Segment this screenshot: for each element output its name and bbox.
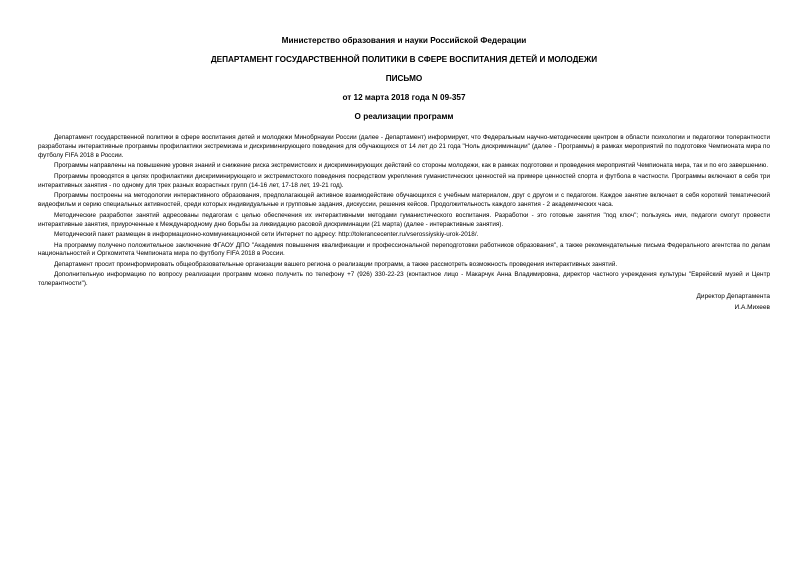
paragraph: Департамент просит проинформировать общеобразовательные организации вашего региона о реализации программ, а также рассмотреть возможность проведения интерактивных занятий.	[54, 260, 618, 268]
document-subject: О реализации программ	[354, 112, 454, 121]
paragraph: Методические разработки занятий адресованы педагогам с целью обеспечения их интерактивными методами гуманистического воспитания. Разработки - это готовые занятия "под ключ"; пользуясь ими, педагоги смогут провести интерактивные занятия, приуроченные к Международному дню борьбы за ликвидацию расовой дискриминации (21 марта) (далее - интерактивные занятия).	[38, 211, 770, 228]
paragraph: Программы направлены на повышение уровня знаний и снижение риска экстремистских и дискриминирующих действий со стороны молодежи, как в рамках подготовки и проведения мероприятий Чемпионата мира, так и по его завершению.	[54, 162, 769, 170]
paragraph: Программы проводятся в целях профилактики дискриминирующего и экстремистского поведения посредством укрепления гуманистических ценностей на примере ценностей спорта и футбола в частности. Программы включают в себя три интерактивных занятия - по одному для трех разных возрастных групп (14-16 лет, 17-18 лет, 19-21 год).	[38, 172, 770, 189]
paragraph: Департамент государственной политики в сфере воспитания детей и молодежи Минобрнауки России (далее - Департамент) информирует, что Федеральным научно-методическим центром в области психологии и педагогики толерантности разработаны интерактивные программы профилактики экстремизма и дискриминирующего поведения для обучающихся от 14 лет до 21 года "Ноль дискриминации" (далее - Программы) в рамках мероприятий по подготовке Чемпионата мира по футболу FIFA 2018 в России.	[38, 134, 770, 159]
department-name: ДЕПАРТАМЕНТ ГОСУДАРСТВЕННОЙ ПОЛИТИКИ В СФЕРЕ ВОСПИТАНИЯ ДЕТЕЙ И МОЛОДЕЖИ	[210, 55, 598, 64]
paragraph: Дополнительную информацию по вопросу реализации программ можно получить по телефону +7 (926) 330-22-23 (контактное лицо - Макарчук Анна Владимировна, директор частного учреждения культуры "Еврейский музей и Центр толерантности").	[38, 271, 770, 288]
paragraph: Программы построены на методологии интерактивного образования, предполагающей активное взаимодействие обучающихся с учебным материалом, друг с другом и с педагогом. Каждое занятие включает в себя короткий тематический видеофильм и серию специальных активностей, среди которых индивидуальные и групповые задания, дискуссии, решения кейсов. Продолжительность каждого занятия - 2 академических часа.	[38, 192, 770, 209]
signatory-position: Директор Департамента	[696, 293, 770, 301]
paragraph: Методический пакет размещен в информационно-коммуникационной сети Интернет по адресу: http://tolerancecenter.ru/vserossiyskiy-urok-2018/.	[54, 231, 479, 239]
signature-block	[38, 292, 770, 313]
document-page	[38, 30, 770, 313]
signatory-name: И.А.Михеев	[734, 303, 770, 311]
letter-body	[38, 134, 770, 289]
paragraph: На программу получено положительное заключение ФГАОУ ДПО "Академия повышения квалификации и профессиональной переподготовки работников образования", а также рекомендательные письма Федерального агентства по делам национальностей и Оргкомитета Чемпионата мира по футболу FIFA 2018 в России.	[38, 241, 770, 258]
ministry-name: Министерство образования и науки Российской Федерации	[281, 36, 527, 45]
document-type: ПИСЬМО	[385, 74, 423, 83]
document-date-number: от 12 марта 2018 года N 09-357	[342, 93, 466, 102]
